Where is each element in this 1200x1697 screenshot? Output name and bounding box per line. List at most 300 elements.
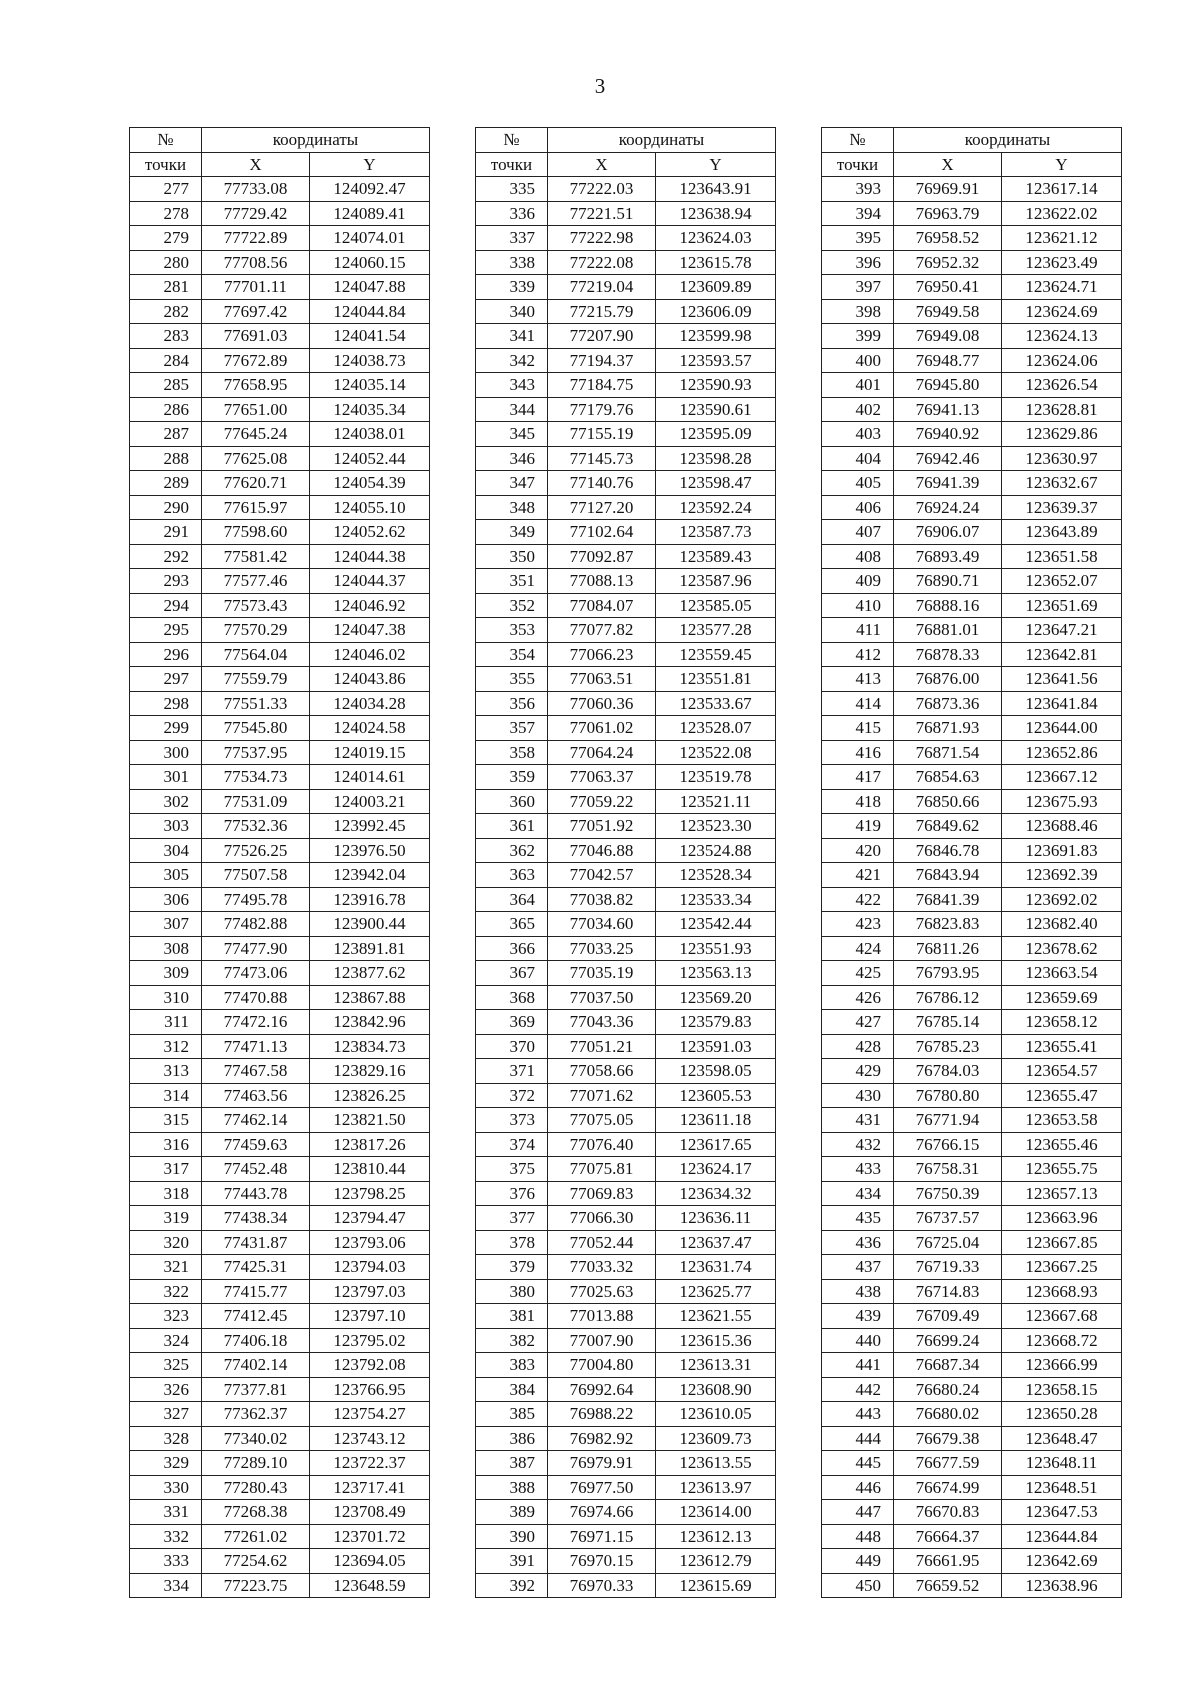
point-number: 325 xyxy=(130,1353,202,1378)
y-coordinate: 124092.47 xyxy=(310,177,430,202)
y-coordinate: 123692.39 xyxy=(1002,863,1122,888)
x-coordinate: 77443.78 xyxy=(202,1181,310,1206)
x-coordinate: 77060.36 xyxy=(548,691,656,716)
point-number: 338 xyxy=(476,250,548,275)
table-row xyxy=(130,569,430,594)
point-number: 362 xyxy=(476,838,548,863)
point-number: 286 xyxy=(130,397,202,422)
y-coordinate: 123624.17 xyxy=(656,1157,776,1182)
table-row xyxy=(822,520,1122,545)
y-coordinate: 123595.09 xyxy=(656,422,776,447)
y-coordinate: 123900.44 xyxy=(310,912,430,937)
point-number: 356 xyxy=(476,691,548,716)
y-coordinate: 123916.78 xyxy=(310,887,430,912)
x-coordinate: 77722.89 xyxy=(202,226,310,251)
x-coordinate: 77184.75 xyxy=(548,373,656,398)
point-number: 415 xyxy=(822,716,894,741)
y-coordinate: 123653.58 xyxy=(1002,1108,1122,1133)
y-coordinate: 123692.02 xyxy=(1002,887,1122,912)
y-coordinate: 123675.93 xyxy=(1002,789,1122,814)
y-coordinate: 123678.62 xyxy=(1002,936,1122,961)
table-row xyxy=(476,1010,776,1035)
point-number: 284 xyxy=(130,348,202,373)
table-row xyxy=(822,1230,1122,1255)
point-number: 317 xyxy=(130,1157,202,1182)
point-number: 328 xyxy=(130,1426,202,1451)
point-number: 336 xyxy=(476,201,548,226)
point-number: 408 xyxy=(822,544,894,569)
y-coordinate: 123682.40 xyxy=(1002,912,1122,937)
table-row xyxy=(130,299,430,324)
x-coordinate: 77573.43 xyxy=(202,593,310,618)
x-coordinate: 77046.88 xyxy=(548,838,656,863)
x-coordinate: 77526.25 xyxy=(202,838,310,863)
table-row xyxy=(822,1402,1122,1427)
point-number: 312 xyxy=(130,1034,202,1059)
header-no: № xyxy=(822,128,894,153)
x-coordinate: 77473.06 xyxy=(202,961,310,986)
point-number: 444 xyxy=(822,1426,894,1451)
x-coordinate: 77207.90 xyxy=(548,324,656,349)
y-coordinate: 123663.54 xyxy=(1002,961,1122,986)
y-coordinate: 123624.06 xyxy=(1002,348,1122,373)
x-coordinate: 77140.76 xyxy=(548,471,656,496)
y-coordinate: 123668.93 xyxy=(1002,1279,1122,1304)
point-number: 327 xyxy=(130,1402,202,1427)
table-row xyxy=(130,814,430,839)
table-row xyxy=(822,936,1122,961)
table-row xyxy=(476,1059,776,1084)
y-coordinate: 123666.99 xyxy=(1002,1353,1122,1378)
table-row xyxy=(130,887,430,912)
point-number: 319 xyxy=(130,1206,202,1231)
table-row xyxy=(476,1108,776,1133)
y-coordinate: 123667.25 xyxy=(1002,1255,1122,1280)
table-row xyxy=(476,544,776,569)
y-coordinate: 123891.81 xyxy=(310,936,430,961)
x-coordinate: 77645.24 xyxy=(202,422,310,447)
table-row xyxy=(130,1377,430,1402)
y-coordinate: 123688.46 xyxy=(1002,814,1122,839)
x-coordinate: 77615.97 xyxy=(202,495,310,520)
point-number: 373 xyxy=(476,1108,548,1133)
y-coordinate: 123642.81 xyxy=(1002,642,1122,667)
y-coordinate: 123551.81 xyxy=(656,667,776,692)
x-coordinate: 77007.90 xyxy=(548,1328,656,1353)
table-row xyxy=(476,1377,776,1402)
header-point: точки xyxy=(476,152,548,177)
y-coordinate: 124035.14 xyxy=(310,373,430,398)
table-row xyxy=(822,299,1122,324)
table-row xyxy=(130,397,430,422)
x-coordinate: 76699.24 xyxy=(894,1328,1002,1353)
table-row xyxy=(476,1500,776,1525)
point-number: 331 xyxy=(130,1500,202,1525)
y-coordinate: 123834.73 xyxy=(310,1034,430,1059)
table-row xyxy=(130,912,430,937)
table-row xyxy=(130,275,430,300)
x-coordinate: 77033.32 xyxy=(548,1255,656,1280)
point-number: 437 xyxy=(822,1255,894,1280)
table-row xyxy=(130,838,430,863)
table-row xyxy=(476,1304,776,1329)
table-row xyxy=(130,1475,430,1500)
header-no: № xyxy=(130,128,202,153)
point-number: 405 xyxy=(822,471,894,496)
y-coordinate: 123615.36 xyxy=(656,1328,776,1353)
y-coordinate: 123992.45 xyxy=(310,814,430,839)
y-coordinate: 123587.96 xyxy=(656,569,776,594)
table-row xyxy=(130,1206,430,1231)
x-coordinate: 77452.48 xyxy=(202,1157,310,1182)
x-coordinate: 76785.23 xyxy=(894,1034,1002,1059)
table-row xyxy=(130,1157,430,1182)
point-number: 394 xyxy=(822,201,894,226)
point-number: 315 xyxy=(130,1108,202,1133)
x-coordinate: 77472.16 xyxy=(202,1010,310,1035)
point-number: 378 xyxy=(476,1230,548,1255)
x-coordinate: 77733.08 xyxy=(202,177,310,202)
table-row xyxy=(476,1181,776,1206)
table-row xyxy=(476,1402,776,1427)
y-coordinate: 123577.28 xyxy=(656,618,776,643)
table-row xyxy=(130,789,430,814)
point-number: 440 xyxy=(822,1328,894,1353)
y-coordinate: 123621.55 xyxy=(656,1304,776,1329)
y-coordinate: 123826.25 xyxy=(310,1083,430,1108)
table-row xyxy=(130,1010,430,1035)
table-row xyxy=(130,936,430,961)
table-row xyxy=(822,1304,1122,1329)
point-number: 420 xyxy=(822,838,894,863)
x-coordinate: 76750.39 xyxy=(894,1181,1002,1206)
x-coordinate: 76970.33 xyxy=(548,1573,656,1598)
x-coordinate: 77477.90 xyxy=(202,936,310,961)
point-number: 296 xyxy=(130,642,202,667)
y-coordinate: 123634.32 xyxy=(656,1181,776,1206)
y-coordinate: 123842.96 xyxy=(310,1010,430,1035)
x-coordinate: 77179.76 xyxy=(548,397,656,422)
y-coordinate: 123612.13 xyxy=(656,1524,776,1549)
point-number: 359 xyxy=(476,765,548,790)
point-number: 442 xyxy=(822,1377,894,1402)
point-number: 386 xyxy=(476,1426,548,1451)
y-coordinate: 123599.98 xyxy=(656,324,776,349)
y-coordinate: 123641.84 xyxy=(1002,691,1122,716)
table-row xyxy=(476,863,776,888)
x-coordinate: 77697.42 xyxy=(202,299,310,324)
y-coordinate: 123590.61 xyxy=(656,397,776,422)
y-coordinate: 124041.54 xyxy=(310,324,430,349)
x-coordinate: 76970.15 xyxy=(548,1549,656,1574)
table-row xyxy=(130,642,430,667)
x-coordinate: 77222.98 xyxy=(548,226,656,251)
x-coordinate: 76873.36 xyxy=(894,691,1002,716)
x-coordinate: 76974.66 xyxy=(548,1500,656,1525)
table-row xyxy=(130,201,430,226)
x-coordinate: 77691.03 xyxy=(202,324,310,349)
x-coordinate: 76793.95 xyxy=(894,961,1002,986)
y-coordinate: 123631.74 xyxy=(656,1255,776,1280)
point-number: 365 xyxy=(476,912,548,937)
x-coordinate: 77459.63 xyxy=(202,1132,310,1157)
y-coordinate: 123522.08 xyxy=(656,740,776,765)
x-coordinate: 77507.58 xyxy=(202,863,310,888)
point-number: 370 xyxy=(476,1034,548,1059)
table-row xyxy=(476,667,776,692)
point-number: 337 xyxy=(476,226,548,251)
point-number: 429 xyxy=(822,1059,894,1084)
y-coordinate: 123605.53 xyxy=(656,1083,776,1108)
x-coordinate: 77215.79 xyxy=(548,299,656,324)
table-row xyxy=(130,618,430,643)
point-number: 401 xyxy=(822,373,894,398)
point-number: 391 xyxy=(476,1549,548,1574)
x-coordinate: 77438.34 xyxy=(202,1206,310,1231)
point-number: 399 xyxy=(822,324,894,349)
point-number: 425 xyxy=(822,961,894,986)
x-coordinate: 77462.14 xyxy=(202,1108,310,1133)
table-row xyxy=(822,324,1122,349)
x-coordinate: 77412.45 xyxy=(202,1304,310,1329)
point-number: 395 xyxy=(822,226,894,251)
y-coordinate: 123766.95 xyxy=(310,1377,430,1402)
x-coordinate: 77495.78 xyxy=(202,887,310,912)
point-number: 323 xyxy=(130,1304,202,1329)
x-coordinate: 77059.22 xyxy=(548,789,656,814)
y-coordinate: 123651.58 xyxy=(1002,544,1122,569)
table-row xyxy=(476,593,776,618)
y-coordinate: 123655.75 xyxy=(1002,1157,1122,1182)
point-number: 301 xyxy=(130,765,202,790)
y-coordinate: 123589.43 xyxy=(656,544,776,569)
table-row xyxy=(476,1549,776,1574)
x-coordinate: 77043.36 xyxy=(548,1010,656,1035)
x-coordinate: 77221.51 xyxy=(548,201,656,226)
point-number: 321 xyxy=(130,1255,202,1280)
y-coordinate: 123612.79 xyxy=(656,1549,776,1574)
point-number: 423 xyxy=(822,912,894,937)
table-row xyxy=(130,1328,430,1353)
x-coordinate: 76941.39 xyxy=(894,471,1002,496)
point-number: 412 xyxy=(822,642,894,667)
table-row xyxy=(130,691,430,716)
table-row xyxy=(822,1083,1122,1108)
table-row xyxy=(822,348,1122,373)
table-row xyxy=(476,495,776,520)
table-row xyxy=(476,397,776,422)
point-number: 291 xyxy=(130,520,202,545)
y-coordinate: 123611.18 xyxy=(656,1108,776,1133)
point-number: 433 xyxy=(822,1157,894,1182)
y-coordinate: 123667.85 xyxy=(1002,1230,1122,1255)
y-coordinate: 123648.47 xyxy=(1002,1426,1122,1451)
table-row xyxy=(476,1573,776,1598)
point-number: 299 xyxy=(130,716,202,741)
table-row xyxy=(130,1304,430,1329)
x-coordinate: 77069.83 xyxy=(548,1181,656,1206)
point-number: 403 xyxy=(822,422,894,447)
y-coordinate: 123798.25 xyxy=(310,1181,430,1206)
point-number: 427 xyxy=(822,1010,894,1035)
point-number: 410 xyxy=(822,593,894,618)
table-row xyxy=(822,1181,1122,1206)
table-row xyxy=(476,275,776,300)
table-row xyxy=(822,1034,1122,1059)
x-coordinate: 77155.19 xyxy=(548,422,656,447)
table-row xyxy=(476,814,776,839)
header-point: точки xyxy=(822,152,894,177)
point-number: 387 xyxy=(476,1451,548,1476)
y-coordinate: 123708.49 xyxy=(310,1500,430,1525)
x-coordinate: 77042.57 xyxy=(548,863,656,888)
y-coordinate: 124035.34 xyxy=(310,397,430,422)
x-coordinate: 77051.21 xyxy=(548,1034,656,1059)
point-number: 411 xyxy=(822,618,894,643)
table-row xyxy=(130,1573,430,1598)
y-coordinate: 123624.69 xyxy=(1002,299,1122,324)
x-coordinate: 77471.13 xyxy=(202,1034,310,1059)
table-row xyxy=(130,1059,430,1084)
x-coordinate: 77077.82 xyxy=(548,618,656,643)
point-number: 430 xyxy=(822,1083,894,1108)
x-coordinate: 76771.94 xyxy=(894,1108,1002,1133)
x-coordinate: 77261.02 xyxy=(202,1524,310,1549)
table-row xyxy=(130,1353,430,1378)
y-coordinate: 123638.94 xyxy=(656,201,776,226)
x-coordinate: 77537.95 xyxy=(202,740,310,765)
point-number: 385 xyxy=(476,1402,548,1427)
y-coordinate: 123641.56 xyxy=(1002,667,1122,692)
point-number: 379 xyxy=(476,1255,548,1280)
y-coordinate: 124014.61 xyxy=(310,765,430,790)
y-coordinate: 123655.47 xyxy=(1002,1083,1122,1108)
y-coordinate: 123591.03 xyxy=(656,1034,776,1059)
point-number: 344 xyxy=(476,397,548,422)
y-coordinate: 123606.09 xyxy=(656,299,776,324)
table-row xyxy=(476,985,776,1010)
point-number: 369 xyxy=(476,1010,548,1035)
point-number: 313 xyxy=(130,1059,202,1084)
x-coordinate: 76719.33 xyxy=(894,1255,1002,1280)
x-coordinate: 76890.71 xyxy=(894,569,1002,594)
y-coordinate: 123624.13 xyxy=(1002,324,1122,349)
point-number: 358 xyxy=(476,740,548,765)
point-number: 281 xyxy=(130,275,202,300)
x-coordinate: 77658.95 xyxy=(202,373,310,398)
y-coordinate: 124052.62 xyxy=(310,520,430,545)
x-coordinate: 76737.57 xyxy=(894,1206,1002,1231)
table-row xyxy=(822,177,1122,202)
x-coordinate: 77545.80 xyxy=(202,716,310,741)
table-row xyxy=(822,716,1122,741)
x-coordinate: 77254.62 xyxy=(202,1549,310,1574)
x-coordinate: 77672.89 xyxy=(202,348,310,373)
y-coordinate: 123795.02 xyxy=(310,1328,430,1353)
x-coordinate: 77651.00 xyxy=(202,397,310,422)
point-number: 404 xyxy=(822,446,894,471)
x-coordinate: 76784.03 xyxy=(894,1059,1002,1084)
y-coordinate: 123626.54 xyxy=(1002,373,1122,398)
table-row xyxy=(476,765,776,790)
point-number: 345 xyxy=(476,422,548,447)
y-coordinate: 123648.59 xyxy=(310,1573,430,1598)
point-number: 413 xyxy=(822,667,894,692)
point-number: 343 xyxy=(476,373,548,398)
point-number: 397 xyxy=(822,275,894,300)
table-row xyxy=(476,520,776,545)
x-coordinate: 76680.24 xyxy=(894,1377,1002,1402)
x-coordinate: 76785.14 xyxy=(894,1010,1002,1035)
table-row xyxy=(822,1353,1122,1378)
y-coordinate: 123694.05 xyxy=(310,1549,430,1574)
point-number: 396 xyxy=(822,250,894,275)
point-number: 436 xyxy=(822,1230,894,1255)
y-coordinate: 123624.71 xyxy=(1002,275,1122,300)
x-coordinate: 76670.83 xyxy=(894,1500,1002,1525)
table-row xyxy=(822,1059,1122,1084)
point-number: 384 xyxy=(476,1377,548,1402)
table-row xyxy=(476,226,776,251)
y-coordinate: 123817.26 xyxy=(310,1132,430,1157)
y-coordinate: 123647.53 xyxy=(1002,1500,1122,1525)
coordinates-tables xyxy=(129,127,1124,1595)
x-coordinate: 76849.62 xyxy=(894,814,1002,839)
x-coordinate: 77222.08 xyxy=(548,250,656,275)
point-number: 305 xyxy=(130,863,202,888)
coordinates-table-2 xyxy=(475,127,776,1598)
x-coordinate: 77467.58 xyxy=(202,1059,310,1084)
table-row xyxy=(130,740,430,765)
y-coordinate: 124046.02 xyxy=(310,642,430,667)
x-coordinate: 77415.77 xyxy=(202,1279,310,1304)
table-row xyxy=(130,765,430,790)
y-coordinate: 124034.28 xyxy=(310,691,430,716)
y-coordinate: 124044.84 xyxy=(310,299,430,324)
point-number: 371 xyxy=(476,1059,548,1084)
y-coordinate: 123613.97 xyxy=(656,1475,776,1500)
x-coordinate: 76871.93 xyxy=(894,716,1002,741)
table-row xyxy=(130,422,430,447)
point-number: 367 xyxy=(476,961,548,986)
point-number: 357 xyxy=(476,716,548,741)
x-coordinate: 77222.03 xyxy=(548,177,656,202)
x-coordinate: 76786.12 xyxy=(894,985,1002,1010)
table-row xyxy=(822,1206,1122,1231)
y-coordinate: 123629.86 xyxy=(1002,422,1122,447)
header-x: X xyxy=(894,152,1002,177)
x-coordinate: 77620.71 xyxy=(202,471,310,496)
x-coordinate: 77088.13 xyxy=(548,569,656,594)
x-coordinate: 76992.64 xyxy=(548,1377,656,1402)
table-row xyxy=(476,1328,776,1353)
table-row xyxy=(130,544,430,569)
table-body xyxy=(822,177,1122,1598)
table-row xyxy=(130,1279,430,1304)
x-coordinate: 76709.49 xyxy=(894,1304,1002,1329)
y-coordinate: 123639.37 xyxy=(1002,495,1122,520)
point-number: 431 xyxy=(822,1108,894,1133)
point-number: 450 xyxy=(822,1573,894,1598)
y-coordinate: 124060.15 xyxy=(310,250,430,275)
point-number: 303 xyxy=(130,814,202,839)
point-number: 350 xyxy=(476,544,548,569)
point-number: 409 xyxy=(822,569,894,594)
y-coordinate: 123754.27 xyxy=(310,1402,430,1427)
y-coordinate: 124055.10 xyxy=(310,495,430,520)
point-number: 426 xyxy=(822,985,894,1010)
point-number: 368 xyxy=(476,985,548,1010)
